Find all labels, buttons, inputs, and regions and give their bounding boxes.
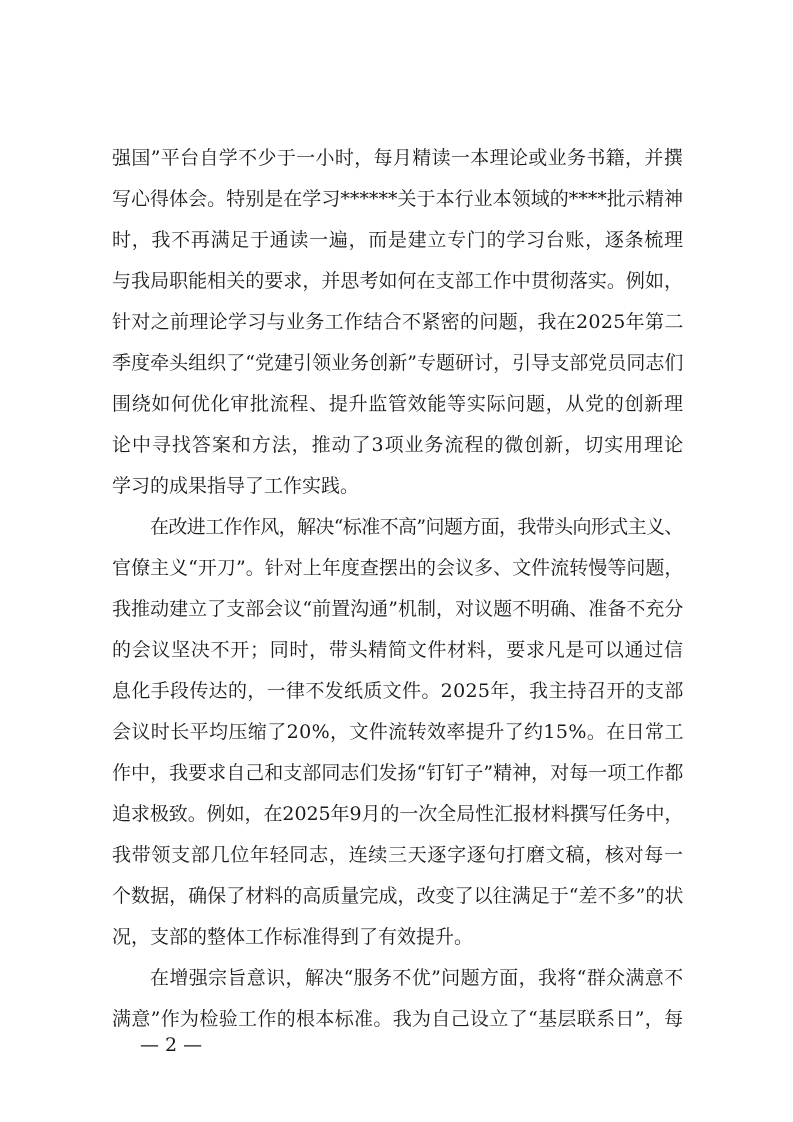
text-line: 在改进工作作风，解决“标准不高”问题方面，我带头向形式主义、 <box>150 516 683 538</box>
text-line: 我推动建立了支部会议“前置沟通”机制，对议题不明确、准备不充分 <box>112 598 684 620</box>
text-line: 围绕如何优化审批流程、提升监管效能等实际问题，从党的创新理 <box>112 393 684 415</box>
text-line: 官僚主义“开刀”。针对上年度查摆出的会议多、文件流转慢等问题， <box>112 557 684 579</box>
text-line: 论中寻找答案和方法，推动了3项业务流程的微创新，切实用理论 <box>112 434 685 456</box>
text-line: 写心得体会。特别是在学习******关于本行业本领域的****批示精神 <box>112 188 684 210</box>
text-line: 在增强宗旨意识，解决“服务不优”问题方面，我将“群众满意不 <box>150 967 684 989</box>
text-line: 针对之前理论学习与业务工作结合不紧密的问题，我在2025年第二 <box>112 311 684 333</box>
page-number: — 2 — <box>140 1034 203 1056</box>
text-line: 学习的成果指导了工作实践。 <box>112 475 360 497</box>
text-line: 与我局职能相关的要求，并思考如何在支部工作中贯彻落实。例如， <box>112 270 684 292</box>
text-line: 的会议坚决不开；同时，带头精简文件材料，要求凡是可以通过信 <box>112 639 684 661</box>
text-line: 强国”平台自学不少于一小时，每月精读一本理论或业务书籍，并撰 <box>112 147 684 169</box>
text-line: 个数据，确保了材料的高质量完成，改变了以往满足于“差不多”的状 <box>112 885 684 907</box>
text-line: 时，我不再满足于通读一遍，而是建立专门的学习台账，逐条梳理 <box>112 229 684 251</box>
text-line: 我带领支部几位年轻同志，连续三天逐字逐句打磨文稿，核对每一 <box>112 844 684 866</box>
text-line: 会议时长平均压缩了20%，文件流转效率提升了约15%。在日常工 <box>112 721 684 743</box>
text-line: 满意”作为检验工作的根本标准。我为自己设立了“基层联系日”，每 <box>112 1008 684 1030</box>
text-line: 作中，我要求自己和支部同志们发扬“钉钉子”精神，对每一项工作都 <box>112 762 684 784</box>
text-line: 季度牵头组织了“党建引领业务创新”专题研讨，引导支部党员同志们 <box>112 352 684 374</box>
text-line: 追求极致。例如，在2025年9月的一次全局性汇报材料撰写任务中， <box>112 803 684 825</box>
text-line: 息化手段传达的，一律不发纸质文件。2025年，我主持召开的支部 <box>112 680 684 702</box>
text-line: 况，支部的整体工作标准得到了有效提升。 <box>112 926 474 948</box>
